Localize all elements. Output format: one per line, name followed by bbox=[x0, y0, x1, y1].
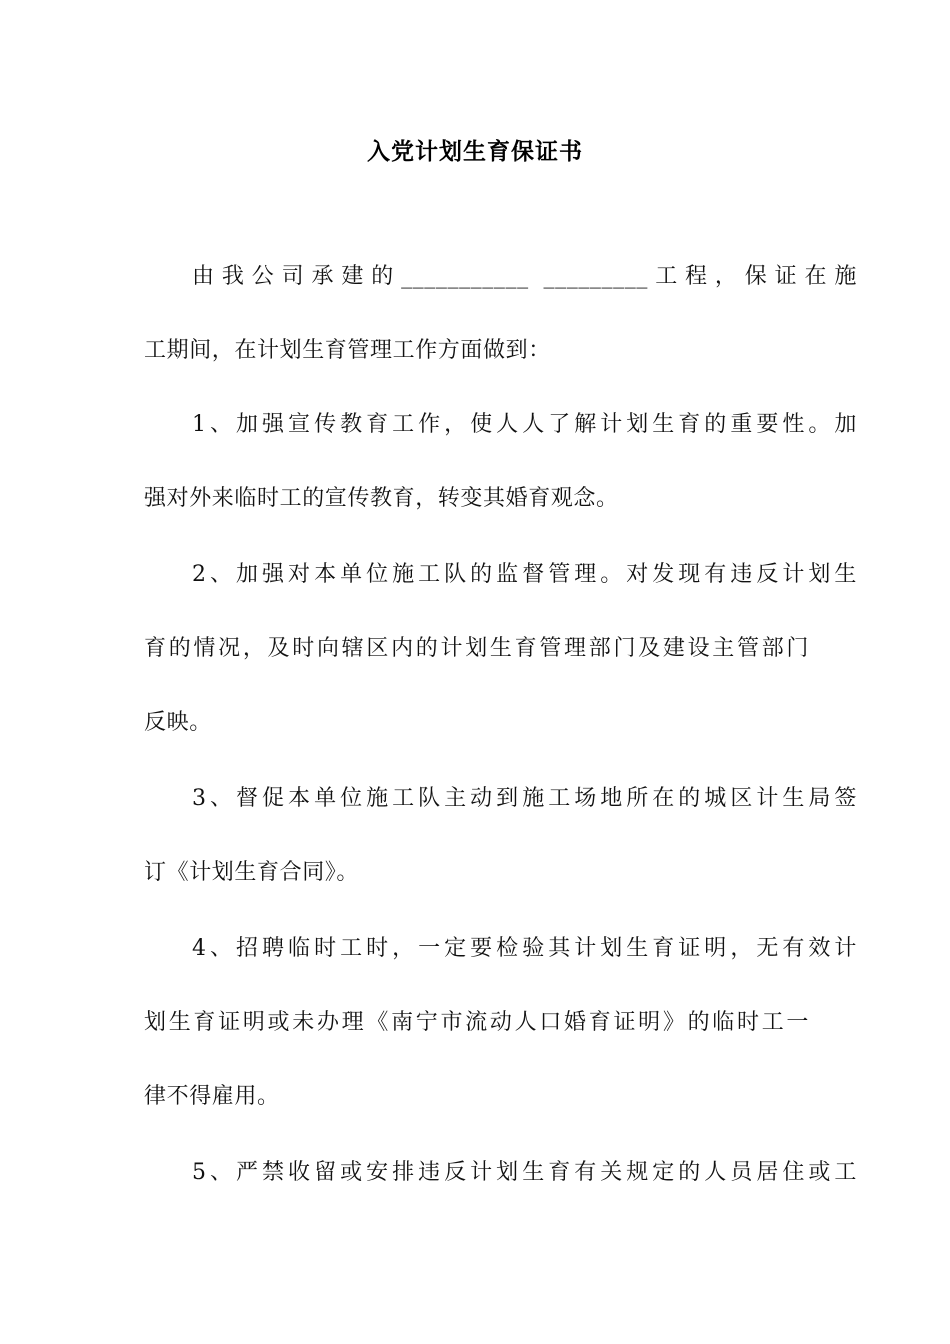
item-4-line-2: 划生育证明或未办理《南宁市流动人口婚育证明》的临时工一 bbox=[144, 1010, 809, 1035]
item-2-line-2: 育的情况，及时向辖区内的计划生育管理部门及建设主管部门 bbox=[144, 636, 809, 661]
item-2-line-1: 2、加强对本单位施工队的监督管理。对发现有违反计划生 bbox=[192, 562, 857, 587]
item-1-line-2: 强对外来临时工的宣传教育，转变其婚育观念。 bbox=[144, 486, 619, 511]
item-4-line-1: 4、招聘临时工时，一定要检验其计划生育证明，无有效计 bbox=[192, 936, 857, 961]
item-1-line-1: 1、加强宣传教育工作，使人人了解计划生育的重要性。加 bbox=[192, 412, 857, 437]
item-2-line-3: 反映。 bbox=[144, 710, 212, 735]
item-5-line-1: 5、严禁收留或安排违反计划生育有关规定的人员居住或工 bbox=[192, 1160, 857, 1185]
paragraph-intro-line-2: 工期间，在计划生育管理工作方面做到： bbox=[144, 338, 551, 363]
item-3-line-1: 3、督促本单位施工队主动到施工场地所在的城区计生局签 bbox=[192, 786, 857, 811]
item-3-line-2: 订《计划生育合同》。 bbox=[144, 860, 360, 885]
document-title: 入党计划生育保证书 bbox=[367, 139, 583, 165]
paragraph-intro-line-1: 由我公司承建的___________ _________工程，保证在施 bbox=[192, 264, 857, 289]
item-4-line-3: 律不得雇用。 bbox=[144, 1084, 280, 1109]
